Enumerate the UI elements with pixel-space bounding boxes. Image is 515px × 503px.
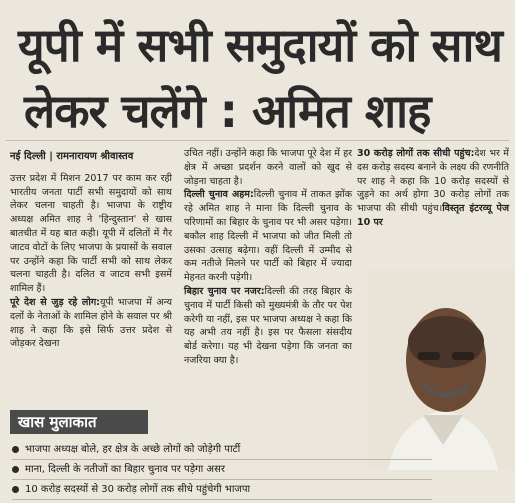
col1-para-2: [10, 296, 172, 351]
headline-line-2: लेकर चलेंगे : अमित शाह: [24, 84, 431, 138]
col3-para-1-heading: 30 करोड़ लोगों तक सीधी पहुंच:: [357, 148, 475, 159]
col1-para-2-text: यूपी भाजपा में अन्य दलों के नेताओं के शामिल होने के सवाल पर श्री शाह ने कहा कि इसे सिर्फ उत्तर प्रदेश से जोड़कर देखना: [10, 296, 172, 350]
column-2: [184, 147, 352, 368]
column-3: [357, 147, 509, 230]
col2-para-1: उचित नहीं। उन्होंने कहा कि भाजपा पूरे देश में हर क्षेत्र में अच्छा प्रदर्शन करने वालों को खुद से जोड़ना चाहता है।: [184, 148, 352, 187]
headline-line-1: यूपी में सभी समुदायों को साथ: [18, 18, 502, 72]
box-heading: खास मुलाकात: [10, 410, 148, 434]
col2-para-2-heading: दिल्ली चुनाव अहम:: [184, 189, 254, 201]
column-1: [10, 150, 172, 351]
list-item: [12, 440, 432, 460]
col1-para-2-heading: पूरे देश से जुड़ रहे लोग:: [10, 296, 100, 308]
divider: [6, 140, 509, 141]
col2-para-3-text: दिल्ली की तरह बिहार के चुनाव में पार्टी किसी को मुख्यमंत्री के तौर पर पेश करेगी या नहीं, इस पर भाजपा अध्यक्ष ने कहा कि यह अभी तय नहीं है। इस पर फैसला संसदीय बोर्ड करेगा। यह भी देखना पड़ेगा कि जनता का नजरिया क्या है।: [184, 285, 352, 366]
byline: नई दिल्ली | रामनारायण श्रीवास्तव: [10, 151, 134, 162]
col2-para-2-text: दिल्ली चुनाव में ताकत झोंक रहे अमित शाह ने माना कि दिल्ली चुनाव के परिणामों का बिहार के चुनाव पर भी असर पड़ेगा। बकौल शाह दिल्ली में भाजपा को जीत मिली तो उसका उत्साह बढ़ेगा। वहीं दिल्ली में उम्मीद से कम नतीजे मिलने पर पार्टी को बिहार में ज्यादा मेहनत करनी पड़ेगी।: [184, 189, 352, 284]
highlight-text: 10 करोड़ सदस्यों से 30 करोड़ लोगों तक सीधे पहुंचेगी भाजपा: [25, 484, 251, 495]
list-item: [12, 460, 432, 480]
col3-para-1: [357, 147, 509, 230]
bullet-icon: [12, 446, 19, 453]
highlights-list: [12, 440, 432, 500]
highlight-text: भाजपा अध्यक्ष बोले, हर क्षेत्र के अच्छे लोगों को जोड़ेगी पार्टी: [25, 444, 241, 455]
highlight-text: माना, दिल्ली के नतीजों का बिहार चुनाव पर पड़ेगा असर: [25, 464, 225, 475]
col3-para-1-text: देश भर में दस करोड़ सदस्य बनाने के लक्ष्य की रणनीति पर शाह ने कहा कि 10 करोड़ सदस्यों से जुड़ने का अर्थ होगा 30 करोड़ लोगों तक भाजपा की सीधी पहुंच।: [357, 148, 509, 215]
col2-para-3-heading: बिहार चुनाव पर नजर:: [184, 285, 265, 297]
list-item: [12, 480, 432, 500]
col1-para-1: उत्तर प्रदेश में मिशन 2017 पर काम कर रही भारतीय जनता पार्टी सभी समुदायों को साथ लेकर चलना चाहती है। भाजपा के राष्ट्रीय अध्यक्ष अमित शाह ने 'हिन्दुस्तान' से खास बातचीत में यह बात कही। यूपी में दलितों में गैर जाटव वोटों के लिए भाजपा के प्रयासों के सवाल पर उन्होंने कहा कि पार्टी सभी को साथ लेकर चलना चाहती है। दलित व जाटव सभी इसमें शामिल हैं।: [10, 172, 172, 295]
bullet-icon: [12, 486, 19, 493]
col2-para-2: [184, 188, 352, 285]
col2-para-3: [184, 285, 352, 368]
col3-reference: विस्तृत इंटरव्यू पेज 10 पर: [357, 203, 509, 228]
bullet-icon: [12, 466, 19, 473]
